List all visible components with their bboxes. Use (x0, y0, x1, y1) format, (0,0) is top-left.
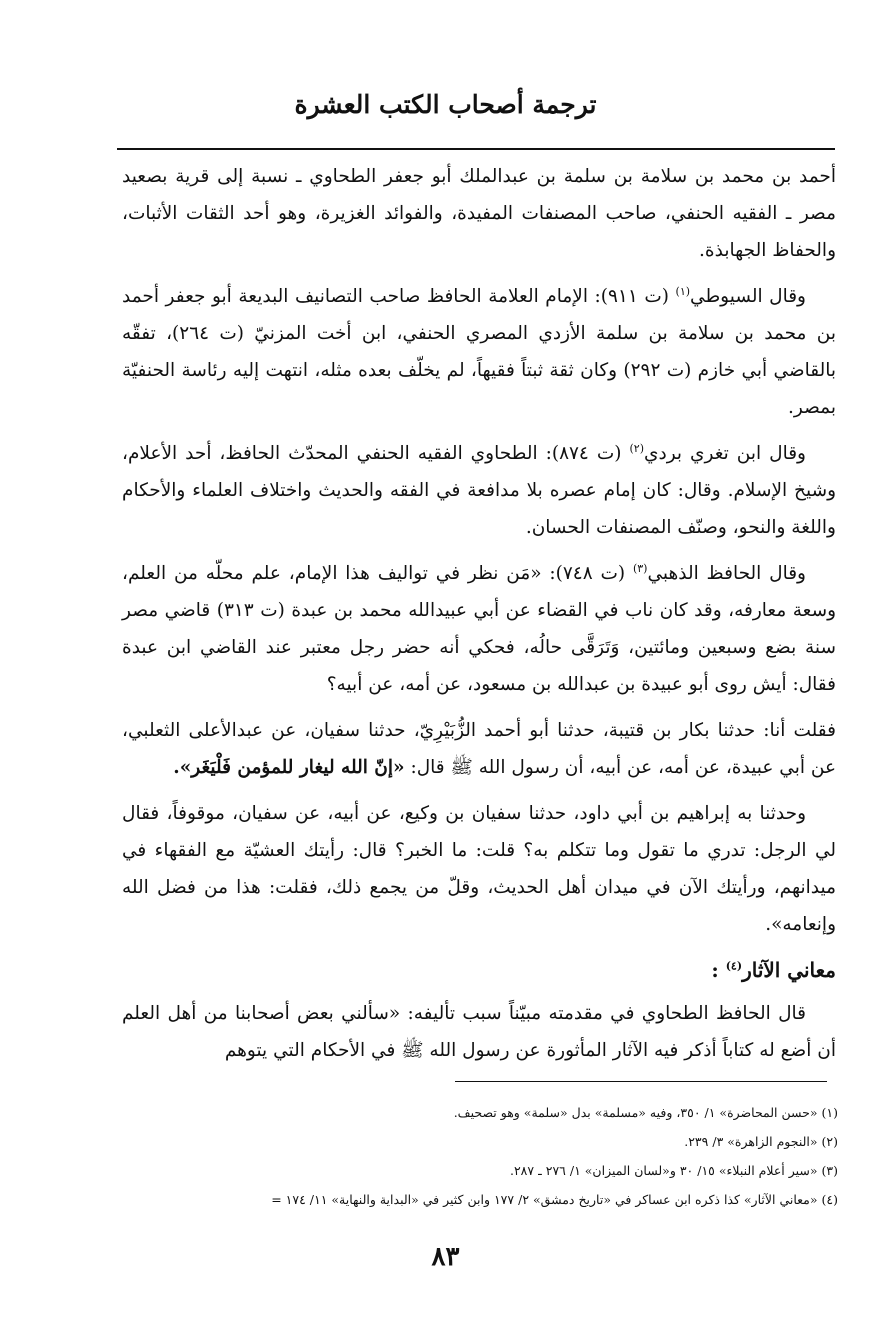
footnote-ref[interactable]: (١) (675, 284, 691, 298)
paragraph-suyuti: وقال السيوطي$^{(١)}$ (ت ٩١١): الإمام العلامة الحافظ صاحب التصانيف البديعة أبو جعفر أحمد بن محمد بن سلامة بن سلمة الأزدي المصري الحنفي، ابن أخت المزنيّ (ت ٢٦٤)، تفقّه بالقاضي أبي خازم (ت ٢٩٢) وكان ثقة ثبتاً فقيهاً، لم يخلّف بعده مثله، انتهت إليه رئاسة الحنفيّة بمصر. (122, 284, 836, 418)
footnote-item: (١) «حسن المحاضرة» ١/ ٣٥٠، وفيه «مسلمة» بدل «سلمة» وهو تصحيف. (453, 1105, 838, 1120)
footnote-divider (455, 1081, 827, 1082)
footnote-item: (٤) «معاني الآثار» كذا ذكره ابن عساكر في «تاريخ دمشق» ٢/ ١٧٧ وابن كثير في «البداية والنهاية» ١١/ ١٧٤ = (271, 1192, 838, 1207)
footnotes (100, 1098, 838, 1214)
paragraph-ibn-taghri: وقال ابن تغري بردي$^{(٢)}$ (ت ٨٧٤): الطحاوي الفقيه الحنفي المحدّث الحافظ، أحد الأعلام، وشيخ الإسلام. وقال: كان إمام عصره بلا مدافعة في الفقه والحديث واختلاف العلماء والأحكام واللغة والنحو، وصنّف المصنفات الحسان. (122, 441, 836, 538)
quote-intro: وقال ابن تغري بردي (644, 443, 806, 464)
footnote-ref[interactable]: (٢) (629, 441, 644, 455)
page-number: ٨٣ (431, 1242, 460, 1272)
footnote-item: (٢) «النجوم الزاهرة» ٣/ ٢٣٩. (684, 1134, 838, 1149)
page-title: ترجمة أصحاب الكتب العشرة (294, 90, 597, 119)
footnote-ref[interactable]: (٤) (725, 959, 743, 973)
paragraph-dhahabi: وقال الحافظ الذهبي$^{(٣)}$ (ت ٧٤٨): «مَن نظر في تواليف هذا الإمام، علم محلّه من العلم، وسعة معارفه، وقد كان ناب في القضاء عن أبي عبيدالله محمد بن عبدة (ت ٣١٣) قاضي مصر سنة بضع وسبعين ومائتين، وَتَرَقَّى حالُه، فحكي أنه حضر رجل معتبر عند القاضي ابن عبدة فقال: أيش روى أبو عبيدة بن عبدالله بن مسعود، عن أمه، عن أبيه؟ (122, 561, 837, 695)
paragraph-isnad: فقلت أنا: حدثنا بكار بن قتيبة، حدثنا أبو أحمد الزُّبَيْرِيّ، حدثنا سفيان، عن عبدالأعلى الثعلبي، عن أبي عبيدة، عن أمه، عن أبيه، أن رسول الله ﷺ قال: «إنّ الله ليغار للمؤمن فَلْيَغَر». (122, 720, 836, 778)
quote-intro: وقال الحافظ الذهبي (647, 563, 806, 584)
footnote-ref[interactable]: (٣) (632, 561, 648, 575)
paragraph-intro: أحمد بن محمد بن سلامة بن سلمة بن عبدالملك أبو جعفر الطحاوي ـ نسبة إلى قرية بصعيد مصر ـ الفقيه الحنفي، صاحب المصنفات المفيدة، والفوائد الغزيرة، وهو أحد الثقات الأثبات، والحفاظ الجهابذة. (122, 166, 836, 261)
section-heading: معاني الآثار$^{(٤)}$ : (711, 958, 836, 982)
main-text (122, 158, 836, 1078)
footnote-item: (٣) «سير أعلام النبلاء» ١٥/ ٣٠ و«لسان الميزان» ١/ ٢٧٦ ـ ٢٨٧. (509, 1163, 838, 1178)
header-divider (117, 148, 835, 150)
quote-intro: وقال السيوطي (690, 286, 806, 307)
paragraph-maani: قال الحافظ الطحاوي في مقدمته مبيّناً سبب تأليفه: «سألني بعض أصحابنا من أهل العلم أن أضع له كتاباً أذكر فيه الآثار المأثورة عن رسول الله ﷺ في الأحكام التي يتوهم (122, 1003, 836, 1061)
hadith-text: «إنّ الله ليغار للمؤمن فَلْيَغَر». (173, 757, 405, 778)
paragraph-narration: وحدثنا به إبراهيم بن أبي داود، حدثنا سفيان بن وكيع، عن أبيه، عن سفيان، موقوفاً، فقال لي الرجل: تدري ما تقول وما تتكلم به؟ قلت: ما الخبر؟ قال: رأيتك العشيّة مع الفقهاء في ميدانهم، ورأيتك الآن في ميدان أهل الحديث، وقلّ من يجمع ذلك، فقلت: هذا من فضل الله وإنعامه». (122, 803, 836, 935)
